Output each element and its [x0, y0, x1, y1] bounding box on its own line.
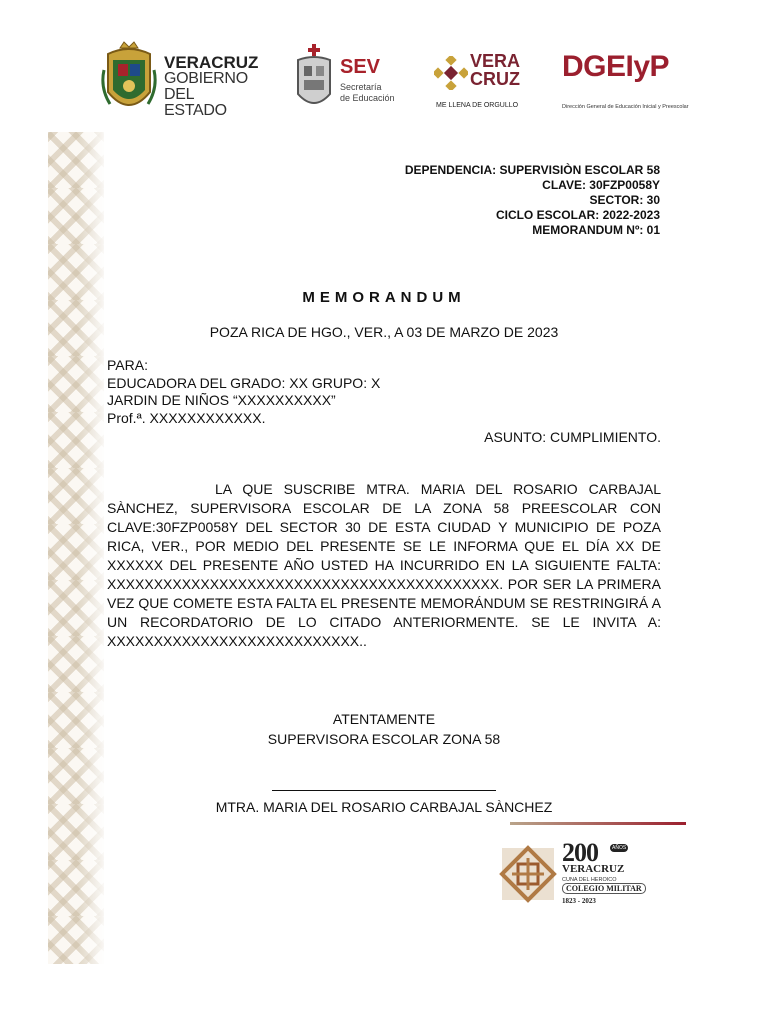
dgeiyp-title: DGEIyP: [562, 50, 670, 83]
dgeiyp-subtitle: Dirección General de Educación Inicial y Preescolar: [562, 104, 689, 110]
subject-line: ASUNTO: CUMPLIMIENTO.: [484, 429, 661, 445]
veracruz-logo-line1: VERACRUZ: [164, 53, 259, 72]
coat-of-arms-icon: [100, 40, 158, 124]
sector-line: SECTOR: 30: [589, 193, 660, 207]
sev-abbreviation: SEV: [340, 56, 381, 78]
signer-name: MTRA. MARIA DEL ROSARIO CARBAJAL SÀNCHEZ: [215, 799, 553, 815]
veracruz-orgullo-logo: [432, 40, 524, 124]
dgeiyp-logo: [558, 40, 689, 124]
body-paragraph: LA QUE SUSCRIBE MTRA. MARIA DEL ROSARIO CARBAJAL SÀNCHEZ, SUPERVISORA ESCOLAR DE LA ZONA 58 PREESCOLAR CON CLAVE:30FZP0058Y DEL SECTOR 30 DE ESTA CIUDAD Y MUNICIPIO DE POZA RICA, VER., POR MEDIO DEL PRESENTE SE LE INFORMA QUE EL DÍA XX DE XXXXXX DEL PRESENTE AÑO USTED HA INCURRIDO EN LA SIGUIENTE FALTA: XXXXXXXXXXXXXXXXXXXXXXXXXXXXXXXXXXXXXXXXXX. POR SER LA PRIMERA VEZ QUE COMETE ESTA FALTA EL PRESENTE MEMORÁNDUM SE RESTRINGIRÁ A UN RECORDATORIO DE LO CITADO ANTERIORMENTE. SE LE INVITA A: XXXXXXXXXXXXXXXXXXXXXXXXXXX..: [107, 481, 661, 649]
textile-pattern-icon: [434, 56, 468, 90]
badge-number: 200: [562, 838, 598, 867]
badge-line1: VERACRUZ: [562, 863, 625, 875]
dependency-info-block: [405, 163, 660, 238]
closing-line1: ATENTAMENTE: [332, 711, 436, 727]
veracruz-logo-text: [164, 54, 260, 119]
decorative-stripe: [510, 822, 686, 825]
veracruz-logo-line3: DEL ESTADO: [164, 86, 227, 119]
clave-line: CLAVE: 30FZP0058Y: [542, 178, 660, 192]
sev-subtitle-line2: de Educación: [340, 93, 395, 103]
dependencia-line: DEPENDENCIA: SUPERVISIÒN ESCOLAR 58: [404, 163, 660, 177]
recipient-block: [107, 357, 380, 427]
ciclo-escolar-line: CICLO ESCOLAR: 2022-2023: [495, 208, 660, 222]
date-line: POZA RICA DE HGO., VER., A 03 DE MARZO DE 2023: [209, 324, 559, 340]
recipient-para-label: PARA:: [107, 357, 148, 373]
bicentennial-badge: [488, 836, 664, 912]
decorative-side-pattern: [48, 132, 104, 964]
badge-line3: COLEGIO MILITAR: [562, 883, 646, 894]
closing-block: [0, 709, 768, 749]
veracruz-orgullo-line2: CRUZ: [470, 69, 520, 89]
sev-logo: [292, 40, 410, 124]
closing-line2: SUPERVISORA ESCOLAR ZONA 58: [267, 731, 501, 747]
document-title: MEMORANDUM: [302, 289, 466, 306]
recipient-line1: EDUCADORA DEL GRADO: XX GRUPO: X: [107, 374, 381, 391]
veracruz-orgullo-line1: VERA: [470, 51, 521, 71]
veracruz-logo-line2: GOBIERNO: [164, 70, 248, 87]
sev-shield-icon: [292, 40, 336, 124]
recipient-line3: Prof.ª. XXXXXXXXXXXX.: [107, 409, 266, 426]
badge-line2: CUNA DEL HEROICO: [562, 877, 617, 883]
recipient-line2: JARDIN DE NIÑOS “XXXXXXXXXX”: [107, 392, 336, 408]
veracruz-orgullo-title: [470, 52, 520, 88]
sev-subtitle: [340, 82, 395, 104]
veracruz-orgullo-tagline: ME LLENA DE ORGULLO: [436, 102, 519, 109]
badge-anos-label: AÑOS: [612, 845, 627, 851]
sev-subtitle-line1: Secretaría: [340, 82, 382, 92]
memorandum-number-line: MEMORANDUM Nº: 01: [532, 223, 660, 237]
bicentennial-emblem-icon: [498, 844, 558, 904]
badge-line4: 1823 - 2023: [562, 897, 596, 905]
veracruz-government-logo: [100, 40, 260, 124]
signature-line: [272, 790, 496, 791]
